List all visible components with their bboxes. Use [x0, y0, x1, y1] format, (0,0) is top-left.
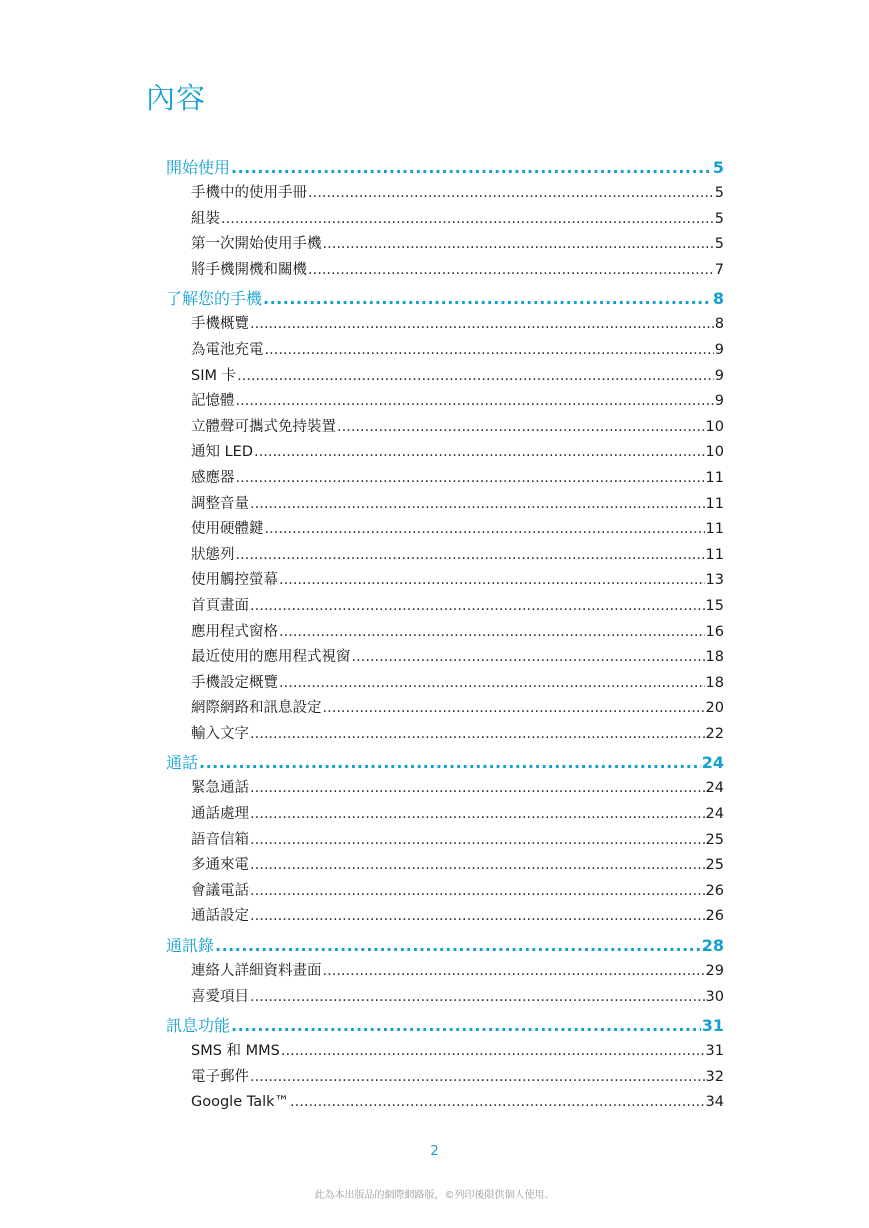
toc-entry-title: 手機概覽 [191, 316, 249, 333]
toc-entry-title: 組裝 [191, 210, 220, 227]
toc-entry-page: 18 [705, 649, 724, 666]
footer-note: 此為本出版品的網際網路版，©列印後限供個人使用。 [314, 1190, 555, 1201]
toc-entry-title: 多通來電 [191, 857, 249, 874]
toc-entry-title: 喜愛項目 [191, 988, 249, 1005]
toc-chapter-title: 通話 [166, 753, 199, 773]
toc-entry-row[interactable] [166, 959, 724, 985]
toc-entry-page: 26 [705, 882, 724, 899]
toc-entry-title: 為電池充電 [191, 341, 264, 358]
toc-entry-title: 手機設定概覽 [191, 674, 278, 691]
toc-entry-page: 26 [705, 908, 724, 925]
toc-entry-title: 立體聲可攜式免持裝置 [191, 418, 336, 435]
toc-entry-page: 20 [705, 700, 724, 717]
toc-entry-row[interactable] [166, 207, 724, 233]
toc-entry-page: 8 [714, 316, 724, 333]
toc-section [166, 1013, 724, 1116]
toc-section [166, 933, 724, 1010]
toc-entry-row[interactable] [166, 440, 724, 466]
toc-entry-row[interactable] [166, 258, 724, 284]
toc-dot-leader [308, 258, 714, 284]
toc-dot-leader [279, 620, 705, 646]
toc-chapter-title: 開始使用 [166, 158, 231, 177]
toc-entry-row[interactable] [166, 985, 724, 1011]
toc-entry-title: 將手機開機和關機 [191, 261, 307, 278]
toc-entry-page: 11 [705, 469, 724, 486]
toc-entry-row[interactable] [166, 389, 724, 415]
toc-entry-title: 會議電話 [191, 882, 249, 899]
toc-entry-row[interactable] [166, 543, 724, 569]
toc-chapter-title: 了解您的手機 [166, 289, 263, 309]
toc-chapter-page: 28 [701, 936, 724, 956]
toc-dot-leader [231, 155, 712, 181]
toc-dot-leader [250, 312, 714, 338]
toc-entry-page: 15 [705, 597, 724, 614]
toc-dot-leader [250, 722, 705, 748]
toc-entry-row[interactable] [166, 696, 724, 722]
toc-entry-row[interactable] [166, 828, 724, 854]
toc-entry-title: SIM 卡 [191, 367, 237, 384]
toc-entry-row[interactable] [166, 181, 724, 207]
toc-dot-leader [236, 543, 705, 569]
toc-entry-page: 10 [705, 444, 724, 461]
toc-entry-page: 34 [705, 1094, 724, 1111]
toc-dot-leader [221, 207, 714, 233]
toc-entry-row[interactable] [166, 620, 724, 646]
toc-entry-row[interactable] [166, 594, 724, 620]
toc-entry-title: 通話設定 [191, 908, 249, 925]
toc-dot-leader [250, 1065, 705, 1091]
toc-entry-row[interactable] [166, 415, 724, 441]
toc-dot-leader [236, 466, 705, 492]
toc-dot-leader [250, 492, 705, 518]
toc-dot-leader [236, 389, 714, 415]
toc-entry-title: 緊急通話 [191, 780, 249, 797]
toc-entry-row[interactable] [166, 568, 724, 594]
toc-chapter-title: 通訊錄 [166, 936, 215, 956]
toc-entry-title: 輸入文字 [191, 725, 249, 742]
toc-entry-page: 24 [705, 806, 724, 823]
toc-entry-title: SMS 和 MMS [191, 1043, 280, 1060]
toc-entry-title: 手機中的使用手冊 [191, 185, 307, 201]
toc-entry-title: 狀態列 [191, 546, 235, 563]
toc-entry-title: 通話處理 [191, 806, 249, 823]
page-title: 內容 [146, 81, 207, 115]
toc-entry-row[interactable] [166, 364, 724, 390]
toc-chapter-title: 訊息功能 [166, 1016, 231, 1036]
toc-entry-page: 9 [714, 367, 724, 384]
table-of-contents [166, 155, 724, 1119]
toc-entry-row[interactable] [166, 466, 724, 492]
toc-dot-leader [265, 517, 705, 543]
toc-chapter-page: 5 [712, 158, 724, 177]
toc-entry-page: 5 [714, 236, 724, 253]
toc-entry-page: 5 [714, 185, 724, 201]
toc-dot-leader [352, 645, 705, 671]
toc-chapter-page: 24 [701, 753, 724, 773]
toc-chapter-row[interactable] [166, 1013, 724, 1039]
toc-entry-title: 連絡人詳細資料畫面 [191, 963, 322, 980]
toc-dot-leader [237, 364, 714, 390]
toc-dot-leader [279, 671, 705, 697]
toc-entry-page: 22 [705, 725, 724, 742]
toc-entry-page: 10 [705, 418, 724, 435]
toc-dot-leader [250, 776, 705, 802]
toc-chapter-page: 31 [701, 1016, 724, 1036]
toc-entry-page: 5 [714, 210, 724, 227]
toc-entry-row[interactable] [166, 517, 724, 543]
toc-dot-leader [250, 802, 705, 828]
toc-dot-leader [290, 1090, 705, 1116]
toc-entry-row[interactable] [166, 802, 724, 828]
toc-entry-page: 11 [705, 495, 724, 512]
toc-entry-row[interactable] [166, 853, 724, 879]
toc-dot-leader [323, 232, 714, 258]
toc-chapter-row[interactable] [166, 750, 724, 776]
toc-dot-leader [308, 181, 714, 207]
toc-dot-leader [215, 933, 701, 959]
toc-entry-page: 18 [705, 674, 724, 691]
toc-entry-page: 9 [714, 393, 724, 410]
toc-entry-page: 30 [705, 988, 724, 1005]
toc-dot-leader [250, 594, 705, 620]
toc-dot-leader [323, 696, 705, 722]
toc-entry-title: 網際網路和訊息設定 [191, 700, 322, 717]
toc-entry-page: 16 [705, 623, 724, 640]
toc-entry-row[interactable] [166, 1065, 724, 1091]
toc-dot-leader [337, 415, 705, 441]
toc-entry-title: 最近使用的應用程式視窗 [191, 649, 351, 666]
toc-chapter-row[interactable] [166, 933, 724, 959]
toc-entry-page: 11 [705, 546, 724, 563]
toc-entry-page: 11 [705, 521, 724, 538]
toc-dot-leader [250, 828, 705, 854]
toc-entry-row[interactable] [166, 338, 724, 364]
toc-entry-row[interactable] [166, 722, 724, 748]
toc-dot-leader [254, 440, 705, 466]
toc-entry-title: 第一次開始使用手機 [191, 236, 322, 253]
toc-entry-title: 使用觸控螢幕 [191, 572, 278, 589]
toc-dot-leader [250, 904, 705, 930]
toc-entry-row[interactable] [166, 492, 724, 518]
toc-dot-leader [279, 568, 705, 594]
toc-entry-row[interactable] [166, 879, 724, 905]
toc-entry-row[interactable] [166, 312, 724, 338]
toc-entry-page: 25 [705, 831, 724, 848]
toc-entry-page: 31 [705, 1043, 724, 1060]
toc-entry-page: 9 [714, 341, 724, 358]
toc-entry-row[interactable] [166, 232, 724, 258]
toc-dot-leader [250, 853, 705, 879]
toc-entry-title: 語音信箱 [191, 831, 249, 848]
toc-dot-leader [199, 750, 701, 776]
page-number: 2 [430, 1144, 439, 1159]
toc-dot-leader [250, 985, 705, 1011]
toc-section [166, 155, 724, 283]
toc-entry-row[interactable] [166, 645, 724, 671]
toc-entry-page: 24 [705, 780, 724, 797]
toc-entry-row[interactable] [166, 671, 724, 697]
toc-entry-page: 13 [705, 572, 724, 589]
toc-chapter-row[interactable] [166, 286, 724, 312]
toc-entry-title: 電子郵件 [191, 1068, 249, 1085]
toc-entry-row[interactable] [166, 776, 724, 802]
toc-section [166, 750, 724, 930]
toc-entry-row[interactable] [166, 1090, 724, 1116]
toc-entry-title: 使用硬體鍵 [191, 521, 264, 538]
toc-entry-title: 應用程式窗格 [191, 623, 278, 640]
toc-entry-page: 25 [705, 857, 724, 874]
toc-section [166, 286, 724, 747]
toc-entry-title: 記憶體 [191, 393, 235, 410]
toc-chapter-page: 8 [712, 289, 724, 309]
toc-dot-leader [263, 286, 712, 312]
toc-dot-leader [265, 338, 714, 364]
toc-entry-row[interactable] [166, 1039, 724, 1065]
toc-entry-page: 32 [705, 1068, 724, 1085]
toc-entry-title: 通知 LED [191, 444, 254, 461]
toc-entry-page: 29 [705, 963, 724, 980]
toc-dot-leader [231, 1013, 701, 1039]
toc-entry-title: 首頁畫面 [191, 597, 249, 614]
toc-entry-title: 感應器 [191, 469, 235, 486]
toc-entry-title: 調整音量 [191, 495, 249, 512]
toc-entry-row[interactable] [166, 904, 724, 930]
toc-entry-title: Google Talk™ [191, 1094, 290, 1111]
toc-entry-page: 7 [714, 261, 724, 278]
toc-dot-leader [323, 959, 705, 985]
toc-dot-leader [250, 879, 705, 905]
toc-dot-leader [281, 1039, 705, 1065]
toc-chapter-row[interactable] [166, 155, 724, 181]
